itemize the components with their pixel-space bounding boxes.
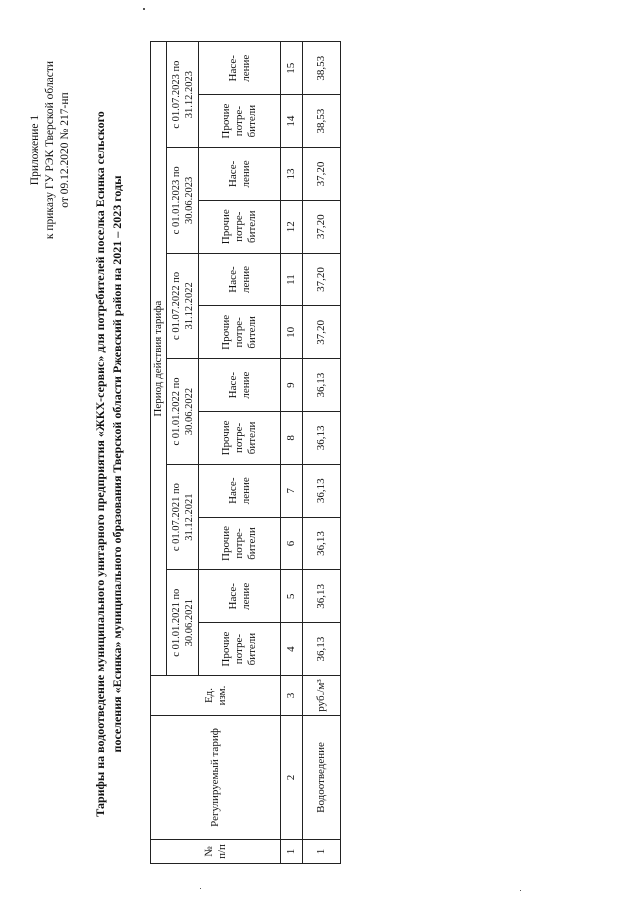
scan-speck [520, 890, 521, 891]
column-number: 5 [281, 570, 303, 623]
column-number: 15 [281, 42, 303, 95]
scan-speck [200, 888, 201, 889]
consumer-population: Насе- ление [199, 570, 281, 623]
column-number: 12 [281, 200, 303, 253]
period-range: с 01.07.2023 по 31.12.2023 [167, 42, 199, 148]
tariff-value: 37,20 [303, 306, 341, 359]
period-range: с 01.07.2021 по 31.12.2021 [167, 464, 199, 570]
header-unit: Ед. изм. [151, 676, 281, 716]
consumer-other: Прочие потре- бители [199, 306, 281, 359]
title-line: поселения «Есинка» муниципального образования Тверской области Ржевский район на 2021 – 2023 годы [110, 175, 124, 753]
tariff-value: 36,13 [303, 623, 341, 676]
consumer-other: Прочие потре- бители [199, 517, 281, 570]
tariff-value: 36,13 [303, 570, 341, 623]
period-range: с 01.01.2021 по 30.06.2021 [167, 570, 199, 676]
tariff-value: 37,20 [303, 253, 341, 306]
table-row [303, 42, 341, 864]
column-number: 6 [281, 517, 303, 570]
header-tariff: Регулируемый тариф [151, 716, 281, 840]
title-line: Тарифы на водоотведение муниципального унитарного предприятия «ЖКХ-сервис» для потребителей поселка Есинка сельского [93, 111, 107, 817]
column-number: 9 [281, 359, 303, 412]
column-number: 10 [281, 306, 303, 359]
tariff-value: 38,53 [303, 95, 341, 148]
consumer-other: Прочие потре- бители [199, 95, 281, 148]
column-number: 13 [281, 148, 303, 201]
column-number: 3 [281, 676, 303, 716]
appendix-header [28, 30, 73, 270]
row-number: 1 [303, 840, 341, 864]
column-number: 4 [281, 623, 303, 676]
tariff-value: 36,13 [303, 359, 341, 412]
tariff-value: 37,20 [303, 148, 341, 201]
appendix-line: Приложение 1 [29, 114, 41, 186]
header-period: Период действия тарифа [151, 42, 167, 676]
tariff-table [150, 41, 341, 864]
header-number: № п/п [151, 840, 281, 864]
tariff-value: 36,13 [303, 464, 341, 517]
row-unit: руб./м³ [303, 676, 341, 716]
column-number: 8 [281, 412, 303, 465]
consumer-population: Насе- ление [199, 253, 281, 306]
column-number-row [281, 42, 303, 864]
consumer-other: Прочие потре- бители [199, 623, 281, 676]
tariff-value: 36,13 [303, 517, 341, 570]
scan-speck [143, 8, 145, 10]
appendix-line: от 09.12.2020 № 217-нп [59, 92, 71, 208]
column-number: 2 [281, 716, 303, 840]
column-number: 1 [281, 840, 303, 864]
consumer-population: Насе- ление [199, 42, 281, 95]
row-tariff-name: Водоотведение [303, 716, 341, 840]
consumer-population: Насе- ление [199, 359, 281, 412]
column-number: 7 [281, 464, 303, 517]
column-number: 11 [281, 253, 303, 306]
consumer-other: Прочие потре- бители [199, 200, 281, 253]
document-title [92, 64, 126, 864]
period-range: с 01.01.2023 по 30.06.2023 [167, 148, 199, 254]
period-range: с 01.01.2022 по 30.06.2022 [167, 359, 199, 465]
consumer-other: Прочие потре- бители [199, 412, 281, 465]
consumer-population: Насе- ление [199, 464, 281, 517]
appendix-line: к приказу ГУ РЭК Тверской области [44, 60, 56, 240]
column-number: 14 [281, 95, 303, 148]
tariff-value: 36,13 [303, 412, 341, 465]
period-range: с 01.07.2022 по 31.12.2022 [167, 253, 199, 359]
consumer-population: Насе- ление [199, 148, 281, 201]
tariff-value: 38,53 [303, 42, 341, 95]
tariff-value: 37,20 [303, 200, 341, 253]
